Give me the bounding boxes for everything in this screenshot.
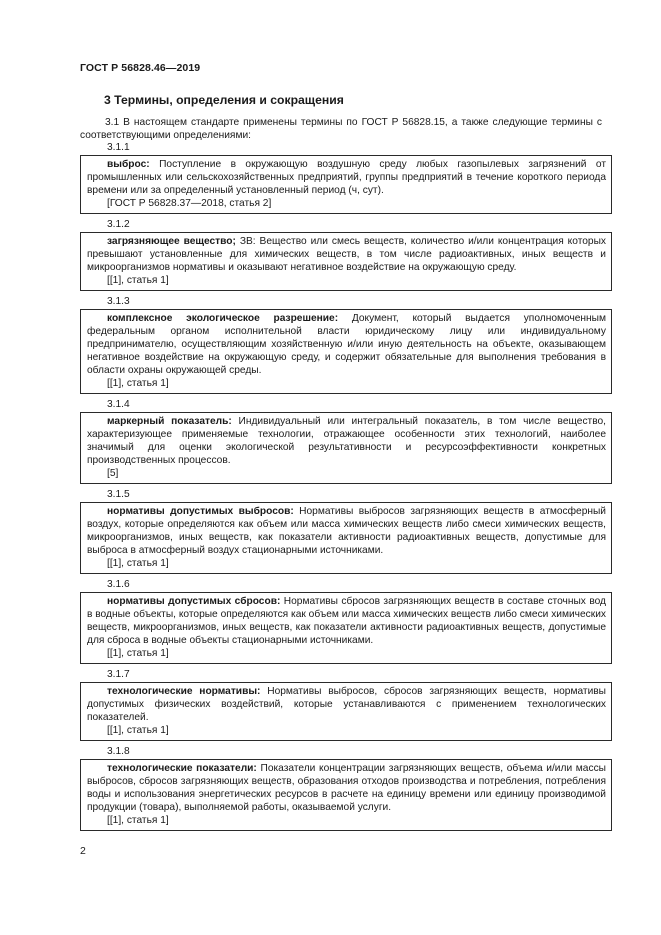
document-header: ГОСТ Р 56828.46—2019 xyxy=(80,62,201,74)
term-number: 3.1.6 xyxy=(107,579,130,590)
term-text: Нормативы выбросов, сбросов загрязняющих веществ, нормативы допустимых физических воздействий, которые устанавливаются с применением технологических показателей. xyxy=(87,686,607,723)
term-definition xyxy=(87,595,606,647)
term-definition xyxy=(87,158,606,197)
term-name: комплексное экологическое разрешение: xyxy=(107,313,339,324)
term-number: 3.1.3 xyxy=(107,296,130,307)
term-name: нормативы допустимых выбросов: xyxy=(107,506,294,517)
term-definition xyxy=(87,505,606,557)
term-text: Нормативы сбросов загрязняющих веществ в составе сточных вод в водные объекты, которые определяются как объем или масса химических веществ либо смеси химических веществ, микроорганизмов, иных веществ, как показатели активности радиоактивных веществ, допустимые для сброса в водные объекты стационарными источниками. xyxy=(87,596,607,646)
term-number: 3.1.4 xyxy=(107,399,130,410)
term-definition xyxy=(87,312,606,377)
term-box xyxy=(80,592,612,664)
term-box xyxy=(80,759,612,831)
term-number: 3.1.5 xyxy=(107,489,130,500)
term-text: Документ, который выдается уполномоченным федеральным органом исполнительной власти юридическому лицу или индивидуальному предпринимателю, осуществляющим хозяйственную и/или иную деятельность на объекте, оказывающем негативное воздействие на окружающую среду, и содержит обязательные для выполнения требования в области охраны окружающей среды. xyxy=(87,313,606,376)
term-entry xyxy=(80,745,612,831)
term-name: маркерный показатель: xyxy=(107,416,232,427)
term-entry xyxy=(80,668,612,741)
term-source: [[1], статья 1] xyxy=(107,815,169,826)
term-box xyxy=(80,232,612,291)
term-definition xyxy=(87,235,606,274)
term-box xyxy=(80,682,612,741)
term-definition xyxy=(87,685,606,724)
term-source: [[1], статья 1] xyxy=(107,725,169,736)
term-text: Поступление в окружающую воздушную среду любых газопылевых загрязнений от промышленных или сельскохозяйственных предприятий, группы предприятий в течение короткого периода времени или за определенный установленный период (ч, сут). xyxy=(87,159,606,196)
term-source: [[1], статья 1] xyxy=(107,378,169,389)
term-box xyxy=(80,155,612,214)
term-entry xyxy=(80,141,612,214)
term-entry xyxy=(80,578,612,664)
term-name: загрязняющее вещество; xyxy=(107,236,236,247)
term-box xyxy=(80,412,612,484)
term-number: 3.1.8 xyxy=(107,746,130,757)
term-number: 3.1.2 xyxy=(107,219,130,230)
term-text: Индивидуальный или интегральный показатель, в том числе вещество, характеризующее применяемые технологии, отражающее особенности этих технологий, наиболее значимый для оценки экологической результативности и ресурсоэффективности конкретных производственных процессов. xyxy=(87,416,606,466)
term-entry xyxy=(80,398,612,484)
term-text: Нормативы выбросов загрязняющих веществ в атмосферный воздух, которые определяются как объем или масса химических веществ либо смеси химических веществ, микроорганизмов, иных веществ, как показатели активности радиоактивных веществ, допустимые для выброса в атмосферный воздух стационарными источниками. xyxy=(87,506,606,556)
term-name: технологические нормативы: xyxy=(107,686,261,697)
term-box xyxy=(80,502,612,574)
terms-list xyxy=(80,141,612,835)
term-name: нормативы допустимых сбросов: xyxy=(107,596,281,607)
term-name: выброс: xyxy=(107,159,150,170)
term-definition xyxy=(87,762,606,814)
term-number: 3.1.1 xyxy=(107,142,130,153)
term-source: [ГОСТ Р 56828.37—2018, статья 2] xyxy=(107,198,272,209)
term-source: [[1], статья 1] xyxy=(107,558,169,569)
term-text: Показатели концентрации загрязняющих веществ, объема и/или массы выбросов, сбросов загрязняющих веществ, образования отходов производства и потребления, потребления воды и использования энергетических ресурсов в расчете на единицу времени или единицу производимой продукции (товара), выполняемой работы, оказываемой услуги. xyxy=(87,763,606,813)
intro-paragraph: 3.1 В настоящем стандарте применены термины по ГОСТ Р 56828.15, а также следующие термины с соответствующими определениями: xyxy=(80,117,602,141)
term-text: ЗВ: Вещество или смесь веществ, количество и/или концентрация которых превышают установленные для химических веществ, в том числе радиоактивных, иных веществ и микроорганизмов нормативы и оказывают негативное воздействие на окружающую среду. xyxy=(87,236,606,273)
term-definition xyxy=(87,415,606,467)
section-title: 3 Термины, определения и сокращения xyxy=(104,93,344,107)
term-number: 3.1.7 xyxy=(107,669,130,680)
term-name: технологические показатели: xyxy=(107,763,257,774)
page-number: 2 xyxy=(80,845,86,857)
term-source: [[1], статья 1] xyxy=(107,275,169,286)
term-entry xyxy=(80,488,612,574)
term-entry xyxy=(80,218,612,291)
term-entry xyxy=(80,295,612,394)
term-source: [5] xyxy=(107,468,119,479)
term-box xyxy=(80,309,612,394)
term-source: [[1], статья 1] xyxy=(107,648,169,659)
